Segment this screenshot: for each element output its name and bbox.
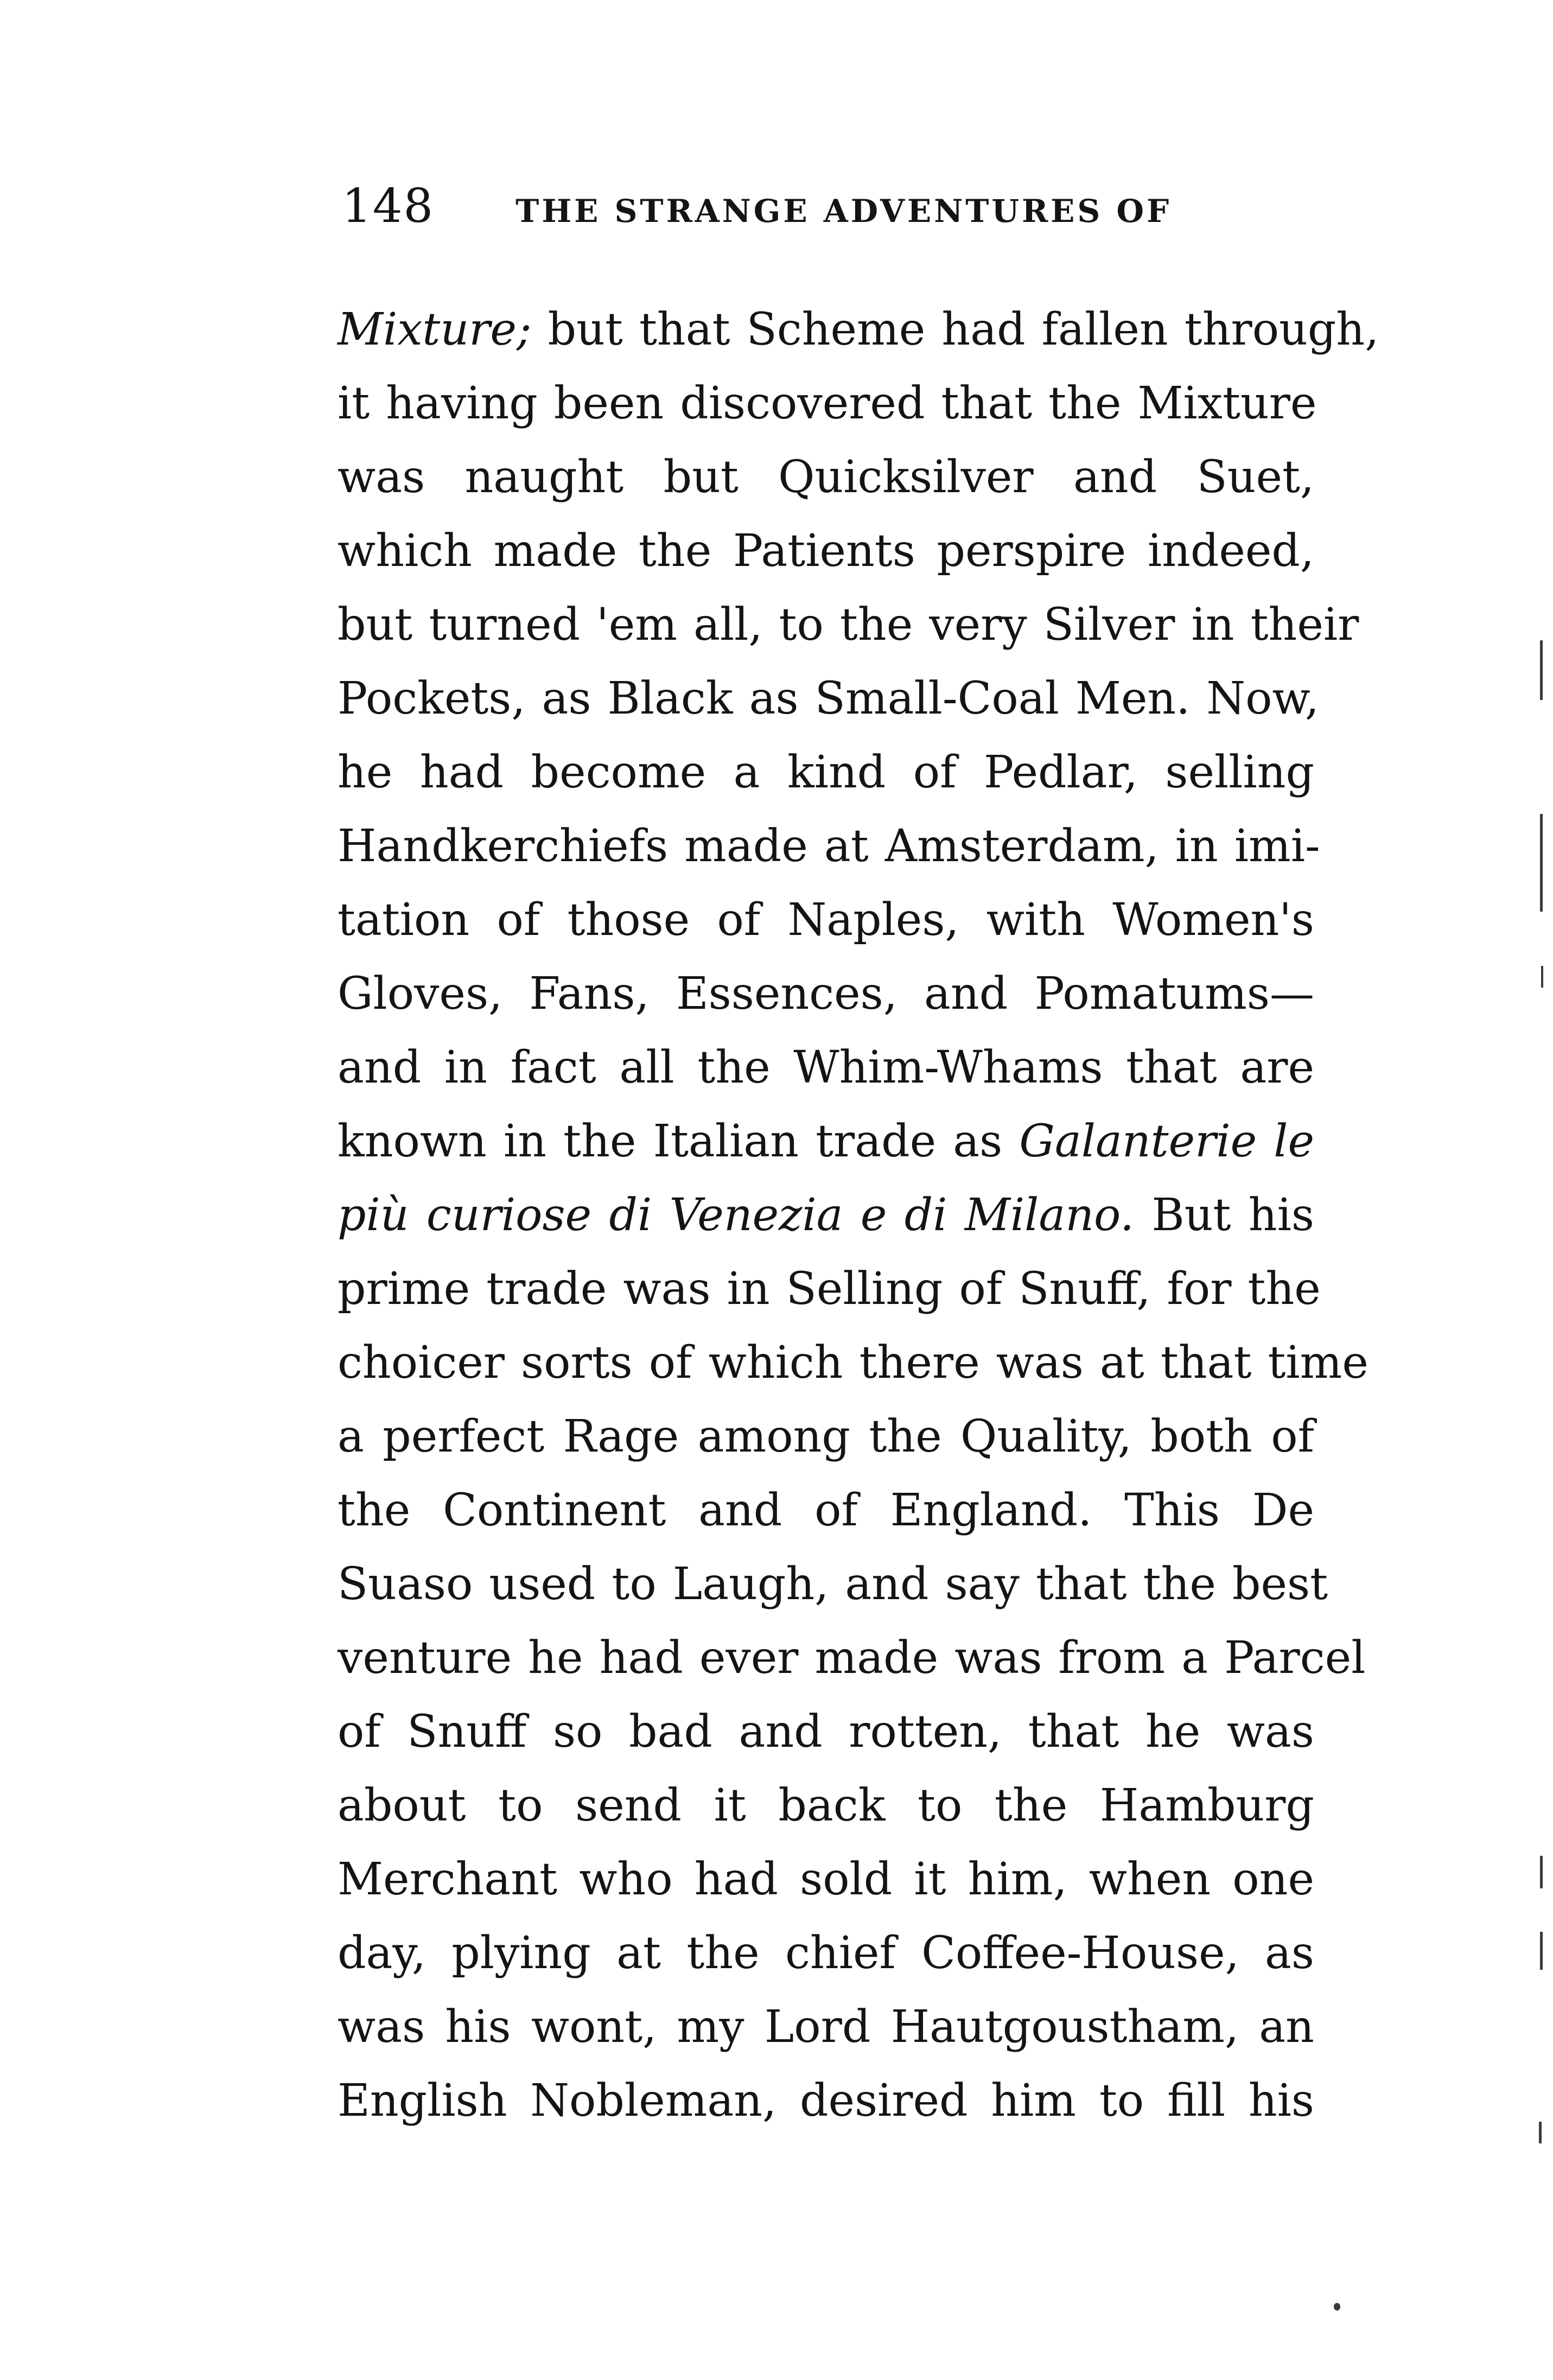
text-line	[338, 1621, 1366, 1695]
text-line	[338, 367, 1317, 441]
text-line	[338, 1769, 1314, 1843]
text-line	[338, 883, 1314, 957]
text-line	[338, 1105, 1314, 1179]
text-segment: Suaso used to Laugh, and say that the best	[338, 1558, 1328, 1610]
text-line	[338, 1326, 1369, 1400]
text-line	[338, 1695, 1314, 1769]
text-segment: Gloves, Fans, Essences, and Pomatums—	[338, 968, 1314, 1020]
text-segment: tation of those of Naples, with Women's	[338, 894, 1314, 946]
text-line	[338, 1400, 1314, 1474]
text-line	[338, 1474, 1314, 1548]
text-segment: Pockets, as Black as Small-Coal Men. Now,	[338, 673, 1319, 724]
text-segment: English Nobleman, desired him to fill his	[338, 2075, 1314, 2127]
text-segment: più curiose di Venezia e di Milano.	[338, 1189, 1135, 1241]
text-line	[338, 1917, 1314, 1990]
scan-mark	[1539, 2122, 1542, 2143]
text-segment: Handkerchiefs made at Amsterdam, in imi-	[338, 820, 1320, 872]
text-line	[338, 736, 1314, 810]
text-segment: of Snuff so bad and rotten, that he was	[338, 1706, 1314, 1758]
text-segment: Galanterie le	[1019, 1116, 1314, 1167]
text-line	[338, 514, 1314, 588]
text-segment: But his	[1134, 1189, 1314, 1241]
scan-mark	[1541, 966, 1543, 988]
text-segment: was naught but Quicksilver and Suet,	[338, 451, 1314, 503]
text-segment: a perfect Rage among the Quality, both of	[338, 1411, 1314, 1462]
text-line	[338, 1031, 1314, 1105]
text-line	[338, 1179, 1314, 1252]
text-segment: day, plying at the chief Coffee-House, as	[338, 1927, 1314, 1979]
text-segment: venture he had ever made was from a Parcel	[338, 1632, 1366, 1684]
text-segment: Merchant who had sold it him, when one	[338, 1854, 1314, 1905]
text-segment: it having been discovered that the Mixture	[338, 378, 1317, 429]
text-line	[338, 957, 1314, 1031]
text-line	[338, 441, 1314, 514]
text-line	[338, 2064, 1314, 2138]
body-text	[338, 293, 1379, 2138]
text-segment: which made the Patients perspire indeed,	[338, 525, 1314, 577]
running-head	[342, 179, 1346, 239]
running-title: THE STRANGE ADVENTURES OF	[515, 193, 1172, 230]
page-number: 148	[342, 179, 435, 233]
text-line	[338, 810, 1320, 883]
scan-mark	[1540, 1856, 1543, 1888]
text-segment: known in the Italian trade as	[338, 1116, 1020, 1167]
text-segment: Mixture;	[338, 304, 532, 355]
text-line	[338, 1252, 1321, 1326]
text-segment: and in fact all the Whim-Whams that are	[338, 1042, 1314, 1093]
text-segment: was his wont, my Lord Hautgoustham, an	[338, 2001, 1314, 2053]
text-line	[338, 293, 1379, 367]
text-segment: about to send it back to the Hamburg	[338, 1780, 1314, 1831]
text-line	[338, 588, 1359, 662]
text-segment: the Continent and of England. This De	[338, 1485, 1314, 1536]
text-line	[338, 1548, 1328, 1621]
text-segment: but that Scheme had fallen through,	[531, 304, 1379, 355]
text-line	[338, 1990, 1314, 2064]
text-line	[338, 662, 1319, 736]
scan-mark	[1540, 1932, 1543, 1970]
text-segment: but turned 'em all, to the very Silver in their	[338, 599, 1359, 651]
scan-mark	[1334, 2303, 1340, 2311]
text-segment: choicer sorts of which there was at that time	[338, 1337, 1369, 1389]
text-segment: prime trade was in Selling of Snuff, for the	[338, 1263, 1321, 1315]
text-segment: he had become a kind of Pedlar, selling	[338, 747, 1314, 798]
scan-mark	[1540, 814, 1543, 912]
scan-mark	[1540, 640, 1543, 700]
text-line	[338, 1843, 1314, 1917]
